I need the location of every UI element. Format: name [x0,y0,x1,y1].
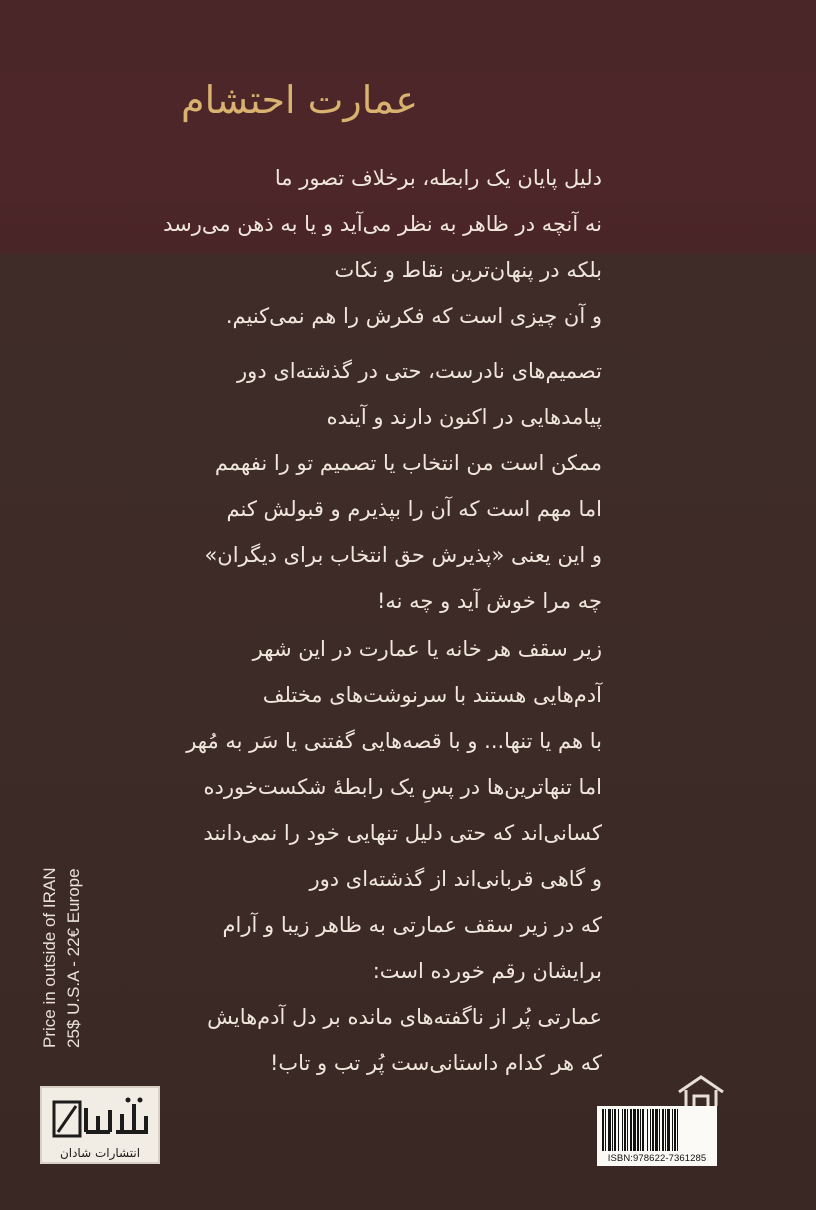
barcode-bar [677,1109,678,1151]
barcode-bar [633,1109,636,1151]
text-line: پیامدهایی در اکنون دارند و آینده [326,405,602,429]
book-title: عمارت احتشام [181,78,418,122]
text-line: نه آنچه در ظاهر به نظر می‌آید و یا به ذهن می‌رسد [163,212,602,236]
barcode-bar [650,1109,651,1151]
text-line: چه مرا خوش آید و چه نه! [376,589,602,613]
text-line: کسانی‌اند که حتی دلیل تنهایی خود را نمی‌دانند [203,821,602,845]
text-line: که در زیر سقف عمارتی به ظاهر زیبا و آرام [222,913,602,937]
text-line: که هر کدام داستانی‌ست پُر تب و تاب! [269,1051,602,1075]
text-line: ممکن است من انتخاب یا تصمیم تو را نفهمم [214,451,602,475]
barcode-bar [665,1109,666,1151]
barcode [597,1106,717,1166]
publisher-name: انتشارات شادان [59,1146,141,1160]
text-line: اما تنهاترین‌ها در پسِ یک رابطهٔ شکست‌خورده [203,775,602,799]
barcode-bar [627,1109,628,1151]
barcode-bar [618,1109,619,1151]
barcode-bar [652,1109,654,1151]
barcode-bar [662,1109,664,1151]
barcode-bar [667,1109,670,1151]
barcode-bar [647,1109,648,1151]
text-line: اما مهم است که آن را بپذیرم و قبولش کنم [226,497,602,521]
house-icon [676,1074,726,1108]
text-line: و گاهی قربانی‌اند از گذشته‌ای دور [309,867,602,891]
barcode-bar [659,1109,660,1151]
text-line: آدم‌هایی هستند با سرنوشت‌های مختلف [262,683,602,707]
barcode-bar [614,1109,616,1151]
publisher-emblem-icon [50,1092,154,1144]
text-line: بلکه در پنهان‌ترین نقاط و نکات [334,258,602,282]
price-line-1: Price in outside of IRAN [40,867,59,1048]
text-line: برایشان رقم خورده است: [372,959,602,983]
barcode-bar [608,1109,611,1151]
text-line: زیر سقف هر خانه یا عمارت در این شهر [252,637,602,661]
stanza-1 [163,155,602,339]
barcode-bar [602,1109,604,1151]
barcode-bars [600,1109,714,1151]
stanza-2 [204,348,602,624]
text-line: با هم یا تنها... و با قصه‌هایی گفتنی یا سَر به مُهر [186,729,602,753]
barcode-bar [622,1109,623,1151]
barcode-bar [655,1109,658,1151]
text-line: تصمیم‌های نادرست، حتی در گذشته‌ای دور [237,359,602,383]
text-line: دلیل پایان یک رابطه، برخلاف تصور ما [274,166,602,190]
barcode-bar [624,1109,626,1151]
barcode-bar [612,1109,613,1151]
barcode-bar [674,1109,676,1151]
barcode-bar [630,1109,632,1151]
price-block [38,808,86,1048]
publisher-logo [40,1086,160,1164]
text-line: و این یعنی «پذیرش حق انتخاب برای دیگران» [204,543,602,567]
price-line-2: 25$ U.S.A - 22€ Europe [64,868,83,1048]
stanza-3 [186,626,602,1086]
barcode-bar [642,1109,644,1151]
isbn-text: ISBN:978622-7361285 [607,1153,707,1164]
barcode-bar [672,1109,673,1151]
barcode-bar [640,1109,641,1151]
barcode-bar [605,1109,606,1151]
text-line: و آن چیزی است که فکرش را هم نمی‌کنیم. [225,304,602,328]
barcode-bar [637,1109,639,1151]
text-line: عمارتی پُر از ناگفته‌های مانده بر دل آدم‌هایش [207,1005,602,1029]
